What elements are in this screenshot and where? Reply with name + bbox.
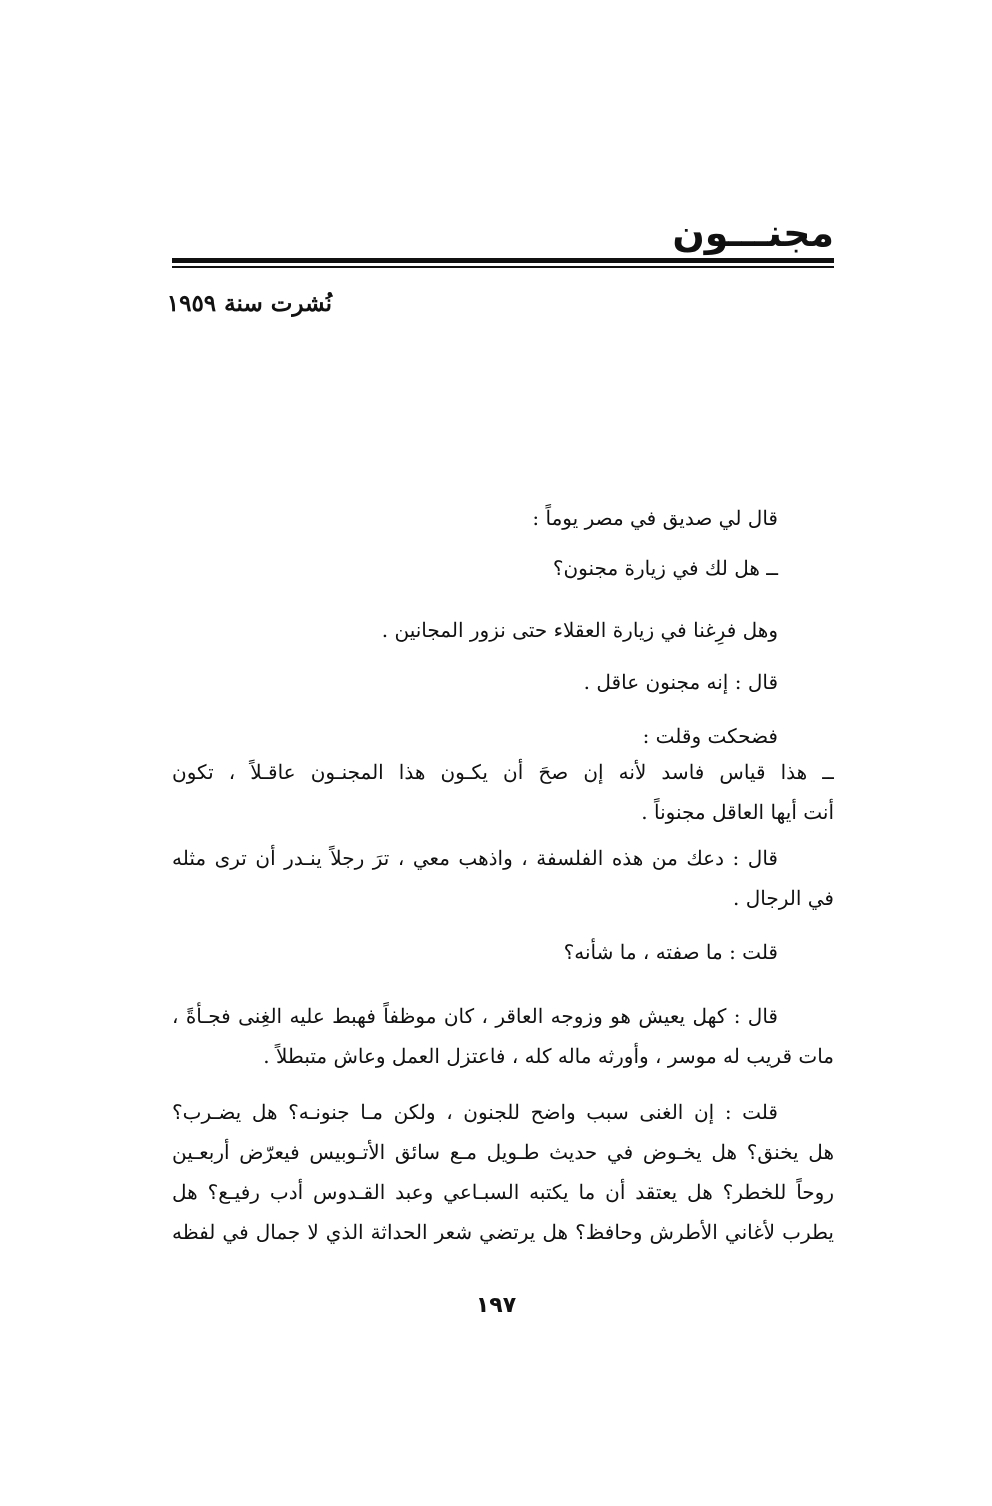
paragraph bbox=[172, 752, 834, 832]
paragraph bbox=[172, 662, 834, 702]
paragraph-line: ــ هذا قياس فاسد لأنه إن صحَ أن يكـون هذا المجنـون عاقـلاً ، تكون bbox=[172, 760, 834, 784]
paragraph bbox=[172, 838, 834, 918]
paragraph-line: يطرب لأغاني الأطرش وحافظ؟ هل يرتضي شعر الحداثة الذي لا جمال في لفظه bbox=[172, 1220, 834, 1244]
paragraph-line: قال : كهل يعيش هو وزوجه العاقر ، كان موظفاً فهبط عليه الغِنى فجـأةً ، bbox=[172, 1004, 778, 1028]
paragraph-line: وهل فرِغنا في زيارة العقلاء حتى نزور المجانين . bbox=[381, 618, 778, 642]
paragraph-line: فضحكت وقلت : bbox=[642, 724, 778, 748]
paragraph-line: في الرجال . bbox=[733, 886, 834, 910]
chapter-title: مجنـــون bbox=[672, 211, 834, 255]
paragraph bbox=[172, 996, 834, 1076]
paragraph-line: قلت : إن الغنى سبب واضح للجنون ، ولكن مـا جنونـه؟ هل يضـرب؟ bbox=[172, 1100, 778, 1124]
paragraph-line: أنت أيها العاقل مجنوناً . bbox=[641, 800, 834, 824]
paragraph-line: ــ هل لك في زيارة مجنون؟ bbox=[552, 556, 778, 580]
paragraph-line: قال : دعك من هذه الفلسفة ، واذهب معي ، ترَ رجلاً ينـدر أن ترى مثله bbox=[172, 846, 778, 870]
paragraph-line: قلت : ما صفته ، ما شأنه؟ bbox=[563, 940, 778, 964]
paragraph bbox=[172, 498, 834, 538]
title-rule-thick bbox=[172, 258, 834, 263]
paragraph bbox=[172, 716, 834, 756]
paragraph bbox=[172, 1092, 834, 1252]
title-rule-thin bbox=[172, 266, 834, 268]
page-number: ١٩٧ bbox=[475, 1293, 517, 1318]
paragraph-line: روحاً للخطر؟ هل يعتقد أن ما يكتبه السبـاعي وعبد القـدوس أدب رفيـع؟ هل bbox=[172, 1180, 834, 1204]
paragraph bbox=[172, 932, 834, 972]
paragraph bbox=[172, 610, 834, 650]
paragraph-line: مات قريب له موسر ، وأورثه ماله كله ، فاعتزل العمل وعاش متبطلاً . bbox=[263, 1044, 834, 1068]
paragraph-line: قال : إنه مجنون عاقل . bbox=[583, 670, 778, 694]
paragraph bbox=[172, 548, 834, 588]
paragraph-line: قال لي صديق في مصر يوماً : bbox=[532, 506, 778, 530]
paragraph-line: هل يخنق؟ هل يخـوض في حديث طـويل مـع سائق الأتـوبيس فيعرّض أربعـين bbox=[172, 1140, 834, 1164]
published-note: نُشرت سنة ١٩٥٩ bbox=[166, 290, 332, 317]
